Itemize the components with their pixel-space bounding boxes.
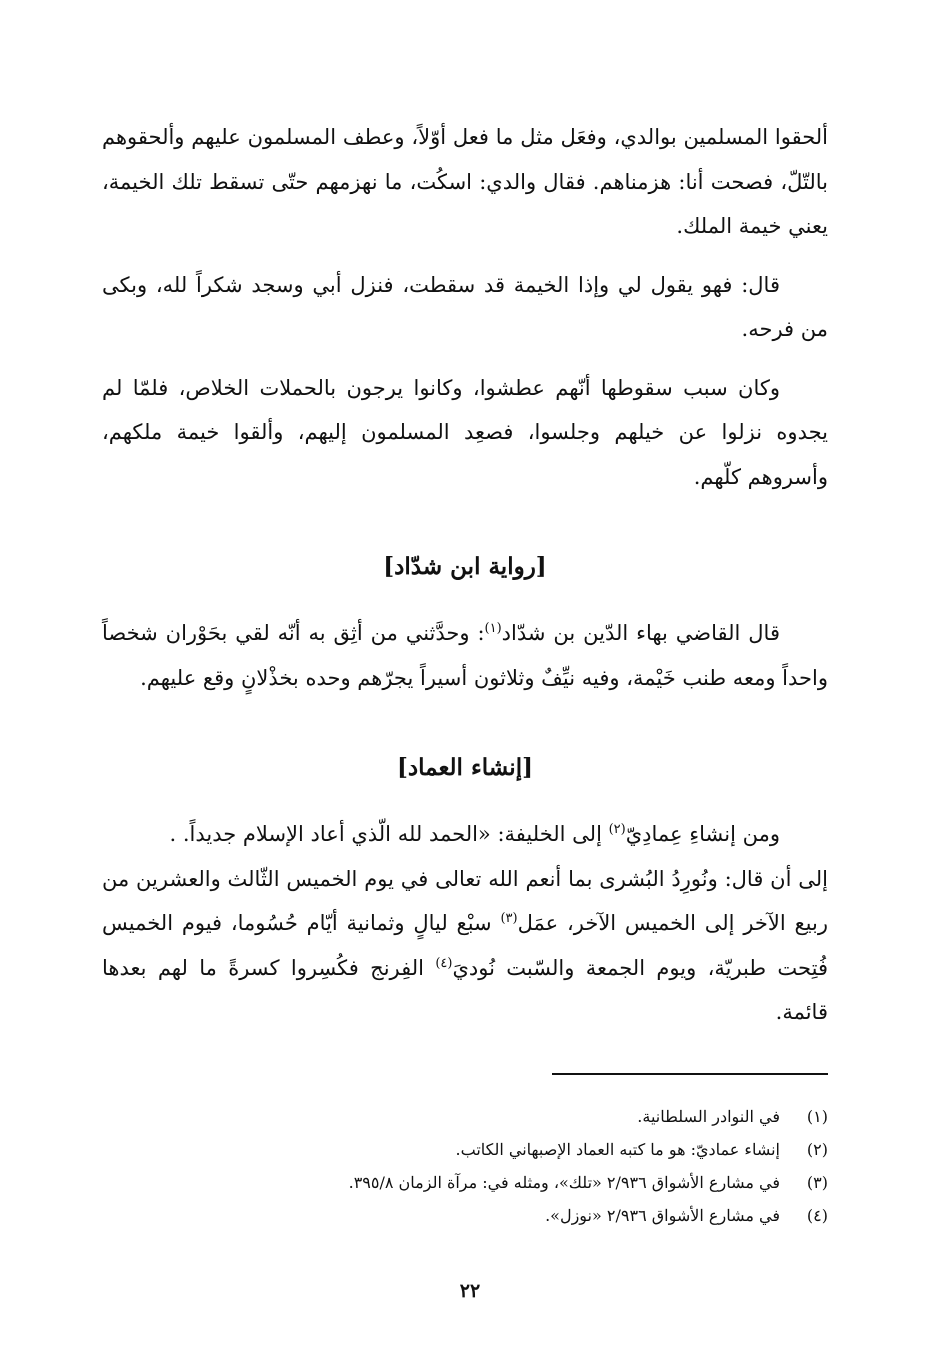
- footnote-ref-3: (٣): [500, 911, 518, 926]
- imad-p1-start: ومن إنشاءِ عِمادِيّ: [625, 822, 780, 846]
- paragraph-1: ألحقوا المسلمين بوالدي، وفعَل مثل ما فعل أوّلاً، وعطف المسلمون عليهم وألحقوهم بالتّلّ، فصحت أنا: هزمناهم. فقال والدي: اسكُت، ما نهزمهم حتّى تسقط تلك الخيمة، يعني خيمة الملك.: [102, 125, 828, 238]
- footnotes: [102, 1100, 828, 1232]
- footnote-separator: [552, 1073, 828, 1075]
- footnote-text: في مشارع الأشواق ٢/٩٣٦ «نوزل».: [545, 1206, 780, 1225]
- footnote-text: في مشارع الأشواق ٢/٩٣٦ «تلك»، ومثله في: مرآة الزمان ٣٩٥/٨.: [348, 1173, 780, 1192]
- footnote-ref-4: (٤): [435, 955, 453, 971]
- footnote-ref-2: (٢): [608, 822, 626, 837]
- ibn-shaddad-text-end: : وحدَّثني من أثِق به أنّه لقي بحَوْران شخصاً واحداً ومعه طنب خَيْمة، وفيه نيِّفٌ وثلاثون أسيراً يجرّهم وحده بخذْلانٍ وقع عليهم.: [102, 621, 828, 690]
- footnote-1: [102, 1100, 828, 1133]
- paragraph-imad-2: [102, 857, 828, 1035]
- main-text: [102, 115, 828, 1035]
- ibn-shaddad-text-start: قال القاضي بهاء الدّين بن شدّاد: [501, 621, 780, 645]
- imad-p2-part3: الفِرنج فكُسِروا كسرةً ما لهم بعدها قائمة.: [102, 955, 828, 1024]
- footnote-3: [102, 1166, 828, 1199]
- paragraph-ibn-shaddad: [102, 611, 828, 700]
- page-number: ٢٢: [459, 1280, 481, 1302]
- imad-p2-part2: سبْع ليالٍ وثمانية أيّام حُسُوما، فيوم الخميس فُتِحت طبريّة، ويوم الجمعة والسّبت نُوديَ: [102, 911, 828, 980]
- imad-p2-part1: إلى أن قال: ونُورِدُ البُشرى بما أنعم الله تعالى في يوم الخميس الثّالث والعشرين من ربيع الآخر إلى الخميس الآخر، عمَل: [102, 866, 829, 935]
- footnote-text: إنشاء عماديّ: هو ما كتبه العماد الإصبهاني الكاتب.: [455, 1140, 780, 1159]
- footnote-number: (٤): [806, 1206, 828, 1225]
- paragraph-3: [102, 366, 828, 500]
- footnote-ref-1: (١): [484, 621, 502, 636]
- imad-p1-end: إلى الخليفة: «الحمد لله الّذي أعاد الإسلام جديداً. .: [169, 822, 609, 846]
- paragraph-imad-1: [102, 812, 828, 857]
- footnote-number: (١): [806, 1107, 828, 1126]
- section-heading-imad: [إنشاء العماد]: [397, 754, 533, 781]
- footnote-4: [102, 1199, 828, 1232]
- paragraph-2: قال: فهو يقول لي وإذا الخيمة قد سقطت، فنزل أبي وسجد شكراً لله، وبكى من فرحه.: [102, 272, 828, 341]
- footnote-2: [102, 1133, 828, 1166]
- section-heading-ibn-shaddad: [رواية ابن شدّاد]: [383, 553, 547, 580]
- footnote-number: (٢): [806, 1140, 828, 1159]
- footnote-number: (٣): [806, 1173, 828, 1192]
- footnote-text: في النوادر السلطانية.: [637, 1107, 780, 1126]
- paragraph-3-text: وكان سبب سقوطها أنّهم عطشوا، وكانوا يرجون بالحملات الخلاص، فلمّا لم يجدوه نزلوا عن خيلهم وجلسوا، فصعِد المسلمون إليهم، وألقوا خيمة ملكهم، وأسروهم كلّهم.: [102, 375, 828, 489]
